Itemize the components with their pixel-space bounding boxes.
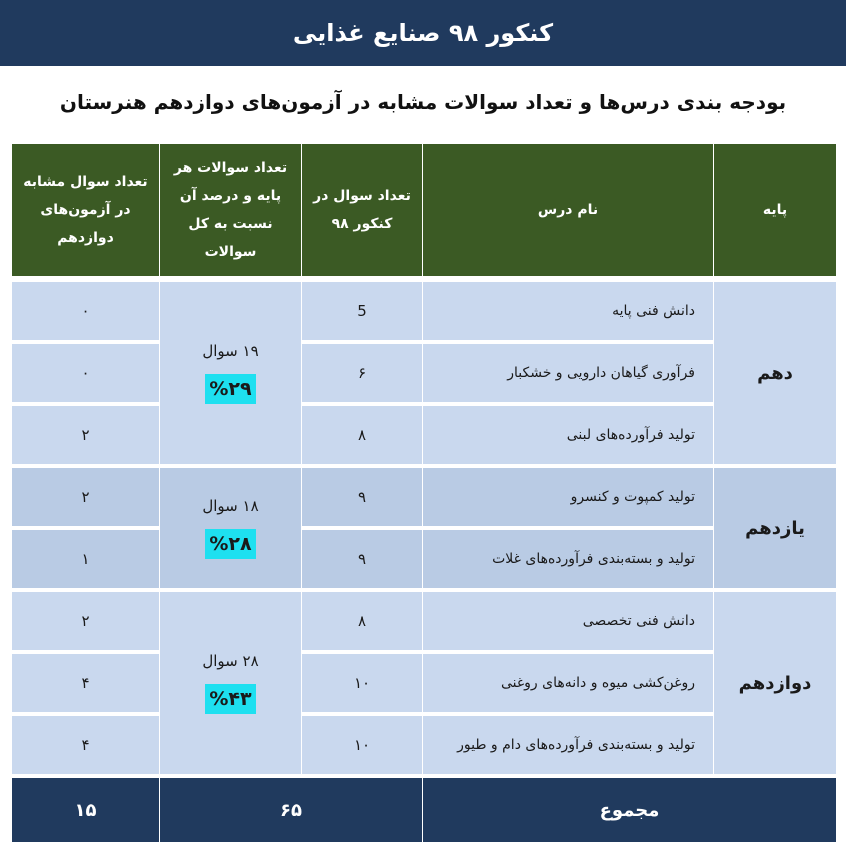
footer-similar-total: ۱۵ bbox=[12, 778, 159, 842]
question-count: ۱۸ سوال bbox=[202, 497, 259, 515]
question-count: ۱۹ سوال bbox=[202, 342, 259, 360]
lesson-cell: دانش فنی تخصصی bbox=[423, 592, 713, 650]
similar-count-cell: ۲ bbox=[12, 592, 159, 650]
konkur-count-cell: ۱۰ bbox=[302, 654, 422, 712]
konkur-count-cell: ۸ bbox=[302, 406, 422, 464]
table-subtitle: بودجه بندی درس‌ها و تعداد سوالات مشابه در آزمون‌های دوازدهم هنرستان bbox=[59, 90, 787, 114]
lesson-cell: تولید فرآورده‌های لبنی bbox=[423, 406, 713, 464]
per-grade-cell-12 bbox=[160, 592, 301, 774]
konkur-count-cell: ۱۰ bbox=[302, 716, 422, 774]
percent-badge: %۲۹ bbox=[205, 374, 255, 404]
header-lesson: نام درس bbox=[423, 144, 713, 276]
konkur-count-cell: ۹ bbox=[302, 468, 422, 526]
lesson-cell: تولید کمپوت و کنسرو bbox=[423, 468, 713, 526]
similar-count-cell: ۰ bbox=[12, 344, 159, 402]
header-grade: پایه bbox=[714, 144, 836, 276]
percent-badge: %۴۳ bbox=[205, 684, 255, 714]
header-konkur-count: تعداد سوال در کنکور ۹۸ bbox=[302, 144, 422, 276]
header-similar-count: تعداد سوال مشابه در آزمون‌های دوازدهم bbox=[12, 144, 159, 276]
konkur-count-cell: ۹ bbox=[302, 530, 422, 588]
lesson-cell: تولید و بسته‌بندی فرآورده‌های غلات bbox=[423, 530, 713, 588]
per-grade-cell-10 bbox=[160, 282, 301, 464]
question-count: ۲۸ سوال bbox=[202, 652, 259, 670]
per-grade-cell-11 bbox=[160, 468, 301, 588]
percent-badge: %۲۸ bbox=[205, 529, 255, 559]
similar-count-cell: ۴ bbox=[12, 716, 159, 774]
page-title: کنکور ۹۸ صنایع غذایی bbox=[292, 19, 554, 47]
similar-count-cell: ۲ bbox=[12, 468, 159, 526]
title-banner bbox=[0, 0, 846, 66]
similar-count-cell: ۲ bbox=[12, 406, 159, 464]
grade-cell-10: دهم bbox=[714, 282, 836, 464]
similar-count-cell: ۴ bbox=[12, 654, 159, 712]
lesson-cell: فرآوری گیاهان دارویی و خشکبار bbox=[423, 344, 713, 402]
grade-cell-11: یازدهم bbox=[714, 468, 836, 588]
lesson-cell: روغن‌کشی میوه و دانه‌های روغنی bbox=[423, 654, 713, 712]
footer-konkur-total: ۶۵ bbox=[160, 778, 422, 842]
similar-count-cell: ۰ bbox=[12, 282, 159, 340]
similar-count-cell: ۱ bbox=[12, 530, 159, 588]
header-per-grade: تعداد سوالات هر پایه و درصد آن نسبت به کل سوالات bbox=[160, 144, 301, 276]
footer-label: مجموع bbox=[423, 778, 836, 842]
lesson-cell: دانش فنی پایه bbox=[423, 282, 713, 340]
grade-cell-12: دوازدهم bbox=[714, 592, 836, 774]
lesson-cell: تولید و بسته‌بندی فرآورده‌های دام و طیور bbox=[423, 716, 713, 774]
konkur-count-cell: ۸ bbox=[302, 592, 422, 650]
konkur-count-cell: 5 bbox=[302, 282, 422, 340]
konkur-count-cell: ۶ bbox=[302, 344, 422, 402]
